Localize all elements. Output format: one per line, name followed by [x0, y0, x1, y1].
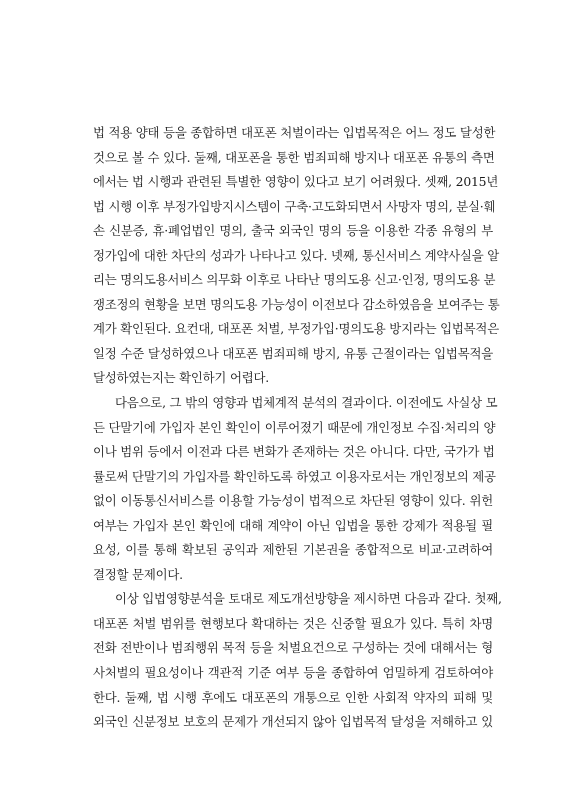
paragraph-1-line: 에서는 법 시행과 관련된 특별한 영향이 있다고 보기 어려웠다. 셋째, 2015년 [93, 174, 499, 190]
paragraph-1-line: 손 신분증, 휴·폐업법인 명의, 출국 외국인 명의 등을 이용한 각종 유형의 부 [93, 223, 493, 239]
paragraph-3-line: 전화 전반이나 범죄행위 목적 등을 처벌요건으로 구성하는 것에 대해서는 형 [93, 640, 493, 656]
paragraph-1-line: 달성하였는지는 확인하기 어렵다. [93, 370, 269, 386]
body-text [93, 121, 502, 735]
paragraph-2-line: 이나 범위 등에서 이전과 다른 변화가 존재하는 것은 아니다. 다만, 국가가 법 [93, 444, 495, 460]
paragraph-2-line: 률로써 단말기의 가입자를 확인하도록 하였고 이용자로서는 개인정보의 제공 [93, 468, 496, 484]
paragraph-3-line: 한다. 둘째, 법 시행 후에도 대포폰의 개통으로 인한 사회적 약자의 피해 및 [93, 689, 493, 705]
paragraph-1-line: 법 적용 양태 등을 종합하면 대포폰 처벌이라는 입법목적은 어느 정도 달성한 [93, 125, 496, 140]
paragraph-3-line: 이상 입법영향분석을 토대로 제도개선방향을 제시하면 다음과 같다. 첫째, [115, 591, 502, 607]
paragraph-2-line: 든 단말기에 가입자 본인 확인이 이루어졌기 때문에 개인정보 수집·처리의 양 [93, 419, 496, 435]
paragraph-2-line: 요성, 이를 통해 확보된 공익과 제한된 기본권을 종합적으로 비교·고려하여 [93, 542, 493, 558]
paragraph-1-line: 정가입에 대한 차단의 성과가 나타나고 있다. 넷째, 통신서비스 계약사실을 알 [93, 247, 499, 263]
paragraph-1-line: 것으로 볼 수 있다. 둘째, 대포폰을 통한 범죄피해 방지나 대포폰 유통의 측면 [93, 149, 495, 165]
paragraph-3-line: 외국인 신분정보 보호의 문제가 개선되지 않아 입법목적 달성을 저해하고 있 [93, 714, 493, 730]
paragraph-3-line: 사처벌의 필요성이나 객관적 기준 여부 등을 종합하여 엄밀하게 검토하여야 [93, 665, 493, 681]
paragraph-1-line: 일정 수준 달성하였으나 대포폰 범죄피해 방지, 유통 근절이라는 입법목적을 [93, 345, 493, 361]
paragraph-2-line: 없이 이동통신서비스를 이용할 가능성이 법적으로 차단된 영향이 있다. 위헌 [93, 493, 493, 509]
paragraph-1-line: 리는 명의도용서비스 의무화 이후로 나타난 명의도용 신고·인정, 명의도용 분 [93, 272, 496, 288]
paragraph-1-line: 쟁조정의 현황을 보면 명의도용 가능성이 이전보다 감소하였음을 보여주는 통 [93, 296, 500, 312]
paragraph-2-line: 다음으로, 그 밖의 영향과 법체계적 분석의 결과이다. 이전에도 사실상 모 [115, 395, 498, 411]
paragraph-1-line: 법 시행 이후 부정가입방지시스템이 구축·고도화되면서 사망자 명의, 분실·훼 [93, 198, 496, 214]
paragraph-3-line: 대포폰 처벌 범위를 현행보다 확대하는 것은 신중할 필요가 있다. 특히 차명 [93, 615, 493, 631]
paragraph-2-line: 여부는 가입자 본인 확인에 대해 계약이 아닌 입법을 통한 강제가 적용될 필 [93, 517, 493, 533]
paragraph-2-line: 결정할 문제이다. [93, 566, 183, 582]
paragraph-1-line: 계가 확인된다. 요컨대, 대포폰 처벌, 부정가입·명의도용 방지라는 입법목적은 [93, 321, 499, 337]
